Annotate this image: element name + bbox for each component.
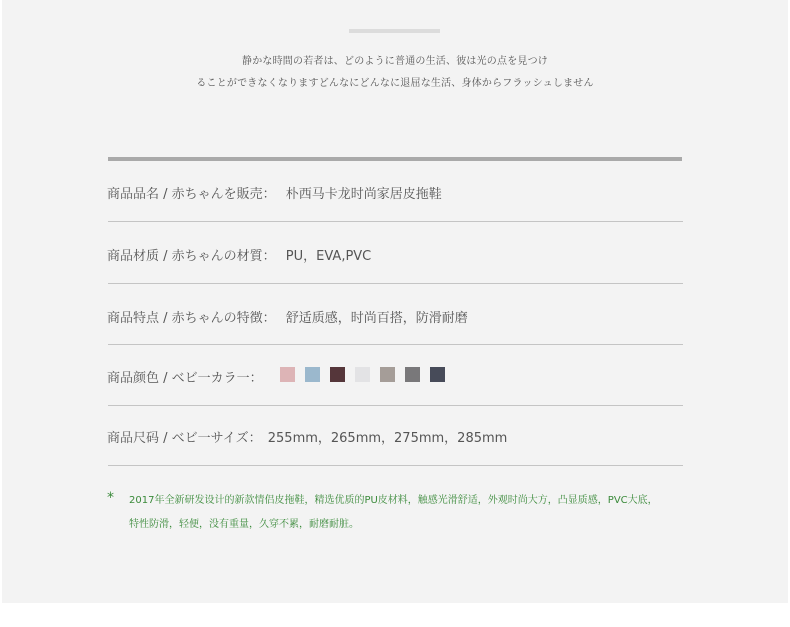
spec-row-size xyxy=(107,427,507,446)
color-swatch[interactable] xyxy=(405,367,420,382)
color-swatch[interactable] xyxy=(280,367,295,382)
spec-row-name xyxy=(107,183,442,202)
spec-table-top-rule xyxy=(108,157,682,161)
color-swatch[interactable] xyxy=(330,367,345,382)
color-swatch[interactable] xyxy=(355,367,370,382)
spec-label-feature: 商品特点 / 赤ちゃんの特徴： xyxy=(107,311,276,326)
spec-value-feature: 舒适质感，时尚百搭，防滑耐磨 xyxy=(285,311,468,326)
spec-label-size: 商品尺码 / ベビ一サイズ： xyxy=(107,431,262,446)
row-divider xyxy=(108,283,683,284)
top-divider xyxy=(349,29,440,33)
note-line-1: 2017年全新研发设计的新款情侣皮拖鞋，精选优质的PU皮材料，触感光滑舒适，外观时尚大方，凸显质感，PVC大底， xyxy=(129,495,658,506)
spec-row-material xyxy=(107,245,371,264)
spec-value-name: 朴西马卡龙时尚家居皮拖鞋 xyxy=(285,187,442,202)
spec-label-material: 商品材质 / 赤ちゃんの材質： xyxy=(107,249,276,264)
color-swatch[interactable] xyxy=(430,367,445,382)
intro-line-1: 静かな時間の若者は、どのように普通の生活、彼は光の点を見つけ xyxy=(242,56,548,67)
color-swatch[interactable] xyxy=(305,367,320,382)
spec-row-feature xyxy=(107,307,468,326)
content-panel xyxy=(2,0,788,603)
note-line-2: 特性防滑，轻便，没有重量，久穿不累，耐磨耐脏。 xyxy=(129,519,359,530)
row-divider xyxy=(108,344,683,345)
spec-label-name: 商品品名 / 赤ちゃんを販売： xyxy=(107,187,276,202)
note-star-icon: * xyxy=(107,490,114,506)
spec-value-material: PU，EVA,PVC xyxy=(285,249,372,264)
spec-row-color xyxy=(107,367,263,386)
color-swatch[interactable] xyxy=(380,367,395,382)
row-divider xyxy=(108,405,683,406)
row-divider xyxy=(108,465,683,466)
spec-label-color: 商品颜色 / ベビ一カラ一： xyxy=(107,371,263,386)
intro-line-2: ることができなくなりますどんなにどんなに退屈な生活、身体からフラッシュしません xyxy=(196,78,594,89)
row-divider xyxy=(108,221,683,222)
spec-value-size: 255mm，265mm，275mm，285mm xyxy=(267,431,508,446)
